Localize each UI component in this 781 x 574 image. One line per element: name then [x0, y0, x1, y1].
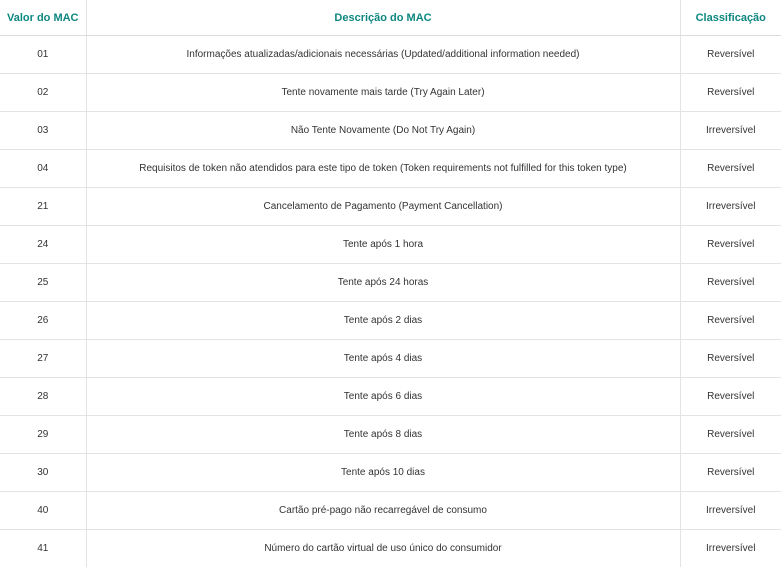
mac-code-cell: 26 [0, 302, 86, 340]
table-row [0, 530, 781, 568]
mac-classification-cell: Reversível [680, 74, 781, 112]
table-row [0, 340, 781, 378]
mac-code-cell: 02 [0, 74, 86, 112]
mac-code-cell: 27 [0, 340, 86, 378]
mac-code-cell: 30 [0, 454, 86, 492]
table-row [0, 378, 781, 416]
mac-classification-cell: Reversível [680, 302, 781, 340]
mac-classification-cell: Reversível [680, 378, 781, 416]
mac-classification-cell: Irreversível [680, 112, 781, 150]
mac-code-cell: 29 [0, 416, 86, 454]
table-row [0, 492, 781, 530]
table-row [0, 150, 781, 188]
mac-description-cell: Tente após 6 dias [86, 378, 680, 416]
table-row [0, 416, 781, 454]
table-row [0, 226, 781, 264]
mac-classification-cell: Reversível [680, 340, 781, 378]
mac-description-cell: Tente após 4 dias [86, 340, 680, 378]
mac-description-cell: Tente novamente mais tarde (Try Again Later) [86, 74, 680, 112]
header-classification: Classificação [680, 0, 781, 36]
mac-description-cell: Não Tente Novamente (Do Not Try Again) [86, 112, 680, 150]
mac-description-cell: Número do cartão virtual de uso único do consumidor [86, 530, 680, 568]
table-body [0, 36, 781, 568]
mac-code-cell: 21 [0, 188, 86, 226]
mac-description-cell: Tente após 1 hora [86, 226, 680, 264]
mac-classification-cell: Reversível [680, 36, 781, 74]
table-row [0, 302, 781, 340]
mac-classification-cell: Reversível [680, 454, 781, 492]
table-row [0, 264, 781, 302]
table-row [0, 74, 781, 112]
mac-description-cell: Cancelamento de Pagamento (Payment Cancellation) [86, 188, 680, 226]
mac-code-cell: 01 [0, 36, 86, 74]
mac-description-cell: Tente após 24 horas [86, 264, 680, 302]
mac-classification-cell: Irreversível [680, 188, 781, 226]
mac-description-cell: Tente após 10 dias [86, 454, 680, 492]
table-header-row [0, 0, 781, 36]
mac-description-cell: Tente após 8 dias [86, 416, 680, 454]
mac-classification-cell: Reversível [680, 416, 781, 454]
mac-description-cell: Cartão pré-pago não recarregável de consumo [86, 492, 680, 530]
mac-code-cell: 28 [0, 378, 86, 416]
mac-code-cell: 24 [0, 226, 86, 264]
mac-description-cell: Tente após 2 dias [86, 302, 680, 340]
mac-classification-cell: Irreversível [680, 530, 781, 568]
mac-classification-cell: Reversível [680, 150, 781, 188]
table-row [0, 112, 781, 150]
mac-code-cell: 04 [0, 150, 86, 188]
table-row [0, 188, 781, 226]
header-mac-description: Descrição do MAC [86, 0, 680, 36]
header-mac-value: Valor do MAC [0, 0, 86, 36]
mac-description-cell: Informações atualizadas/adicionais necessárias (Updated/additional information needed) [86, 36, 680, 74]
mac-description-cell: Requisitos de token não atendidos para este tipo de token (Token requirements not fulfilled for this token type) [86, 150, 680, 188]
mac-code-cell: 25 [0, 264, 86, 302]
mac-code-cell: 03 [0, 112, 86, 150]
mac-classification-cell: Reversível [680, 226, 781, 264]
table-row [0, 454, 781, 492]
mac-classification-cell: Irreversível [680, 492, 781, 530]
mac-code-cell: 41 [37, 543, 49, 554]
table-row [0, 36, 781, 74]
mac-code-cell: 40 [0, 492, 86, 530]
mac-classification-cell: Reversível [680, 264, 781, 302]
